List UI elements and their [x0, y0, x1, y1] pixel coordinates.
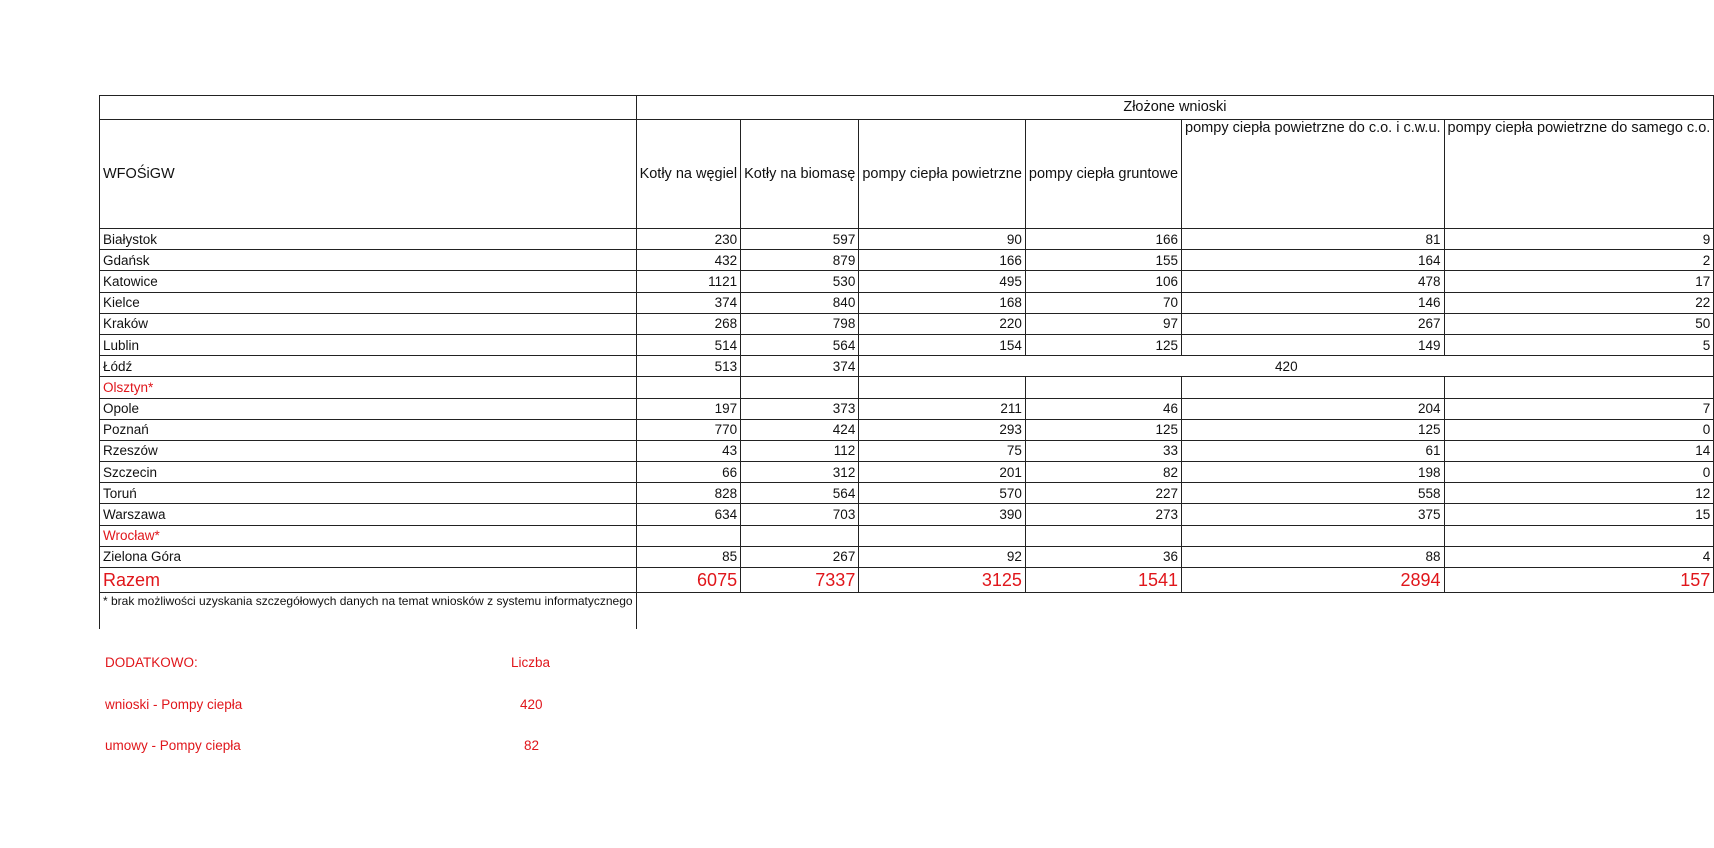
cell: 7 — [1444, 398, 1714, 419]
cell: 66 — [636, 462, 741, 483]
cell: 166 — [859, 250, 1026, 271]
cell: 125 — [1182, 419, 1445, 440]
empty-cell — [1182, 525, 1445, 546]
table-row — [100, 483, 1714, 504]
cell: 770 — [636, 419, 741, 440]
cell: 230 — [636, 229, 741, 250]
table-row — [100, 292, 1714, 313]
empty-cell — [1444, 525, 1714, 546]
cell: 530 — [741, 271, 859, 292]
extra-item-value: 82 — [524, 738, 540, 753]
row-name: Szczecin — [100, 462, 637, 483]
cell: 879 — [741, 250, 859, 271]
row-name: Poznań — [100, 419, 637, 440]
table-row — [100, 334, 1714, 355]
extra-item-value: 420 — [520, 697, 543, 712]
cell: 97 — [1025, 313, 1181, 334]
cell: 36 — [1025, 546, 1181, 567]
cell: 1121 — [636, 271, 741, 292]
cell: 390 — [859, 504, 1026, 525]
cell: 197 — [636, 398, 741, 419]
cell: 558 — [1182, 483, 1445, 504]
cell: 312 — [741, 462, 859, 483]
empty-cell — [1025, 377, 1181, 398]
cell: 268 — [636, 313, 741, 334]
cell: 798 — [741, 313, 859, 334]
total-cell: 2894 — [1182, 568, 1445, 593]
cell: 564 — [741, 483, 859, 504]
empty-cell — [859, 525, 1026, 546]
row-name: Białystok — [100, 229, 637, 250]
cell: 50 — [1444, 313, 1714, 334]
footnote-row — [100, 593, 1714, 629]
cell: 211 — [859, 398, 1026, 419]
cell: 88 — [1182, 546, 1445, 567]
empty-cell — [859, 377, 1026, 398]
cell: 70 — [1025, 292, 1181, 313]
cell: 267 — [741, 546, 859, 567]
cell: 840 — [741, 292, 859, 313]
row-name: Kraków — [100, 313, 637, 334]
total-label: Razem — [100, 568, 637, 593]
total-row — [100, 568, 1714, 593]
row-name: Warszawa — [100, 504, 637, 525]
cell: 33 — [1025, 440, 1181, 461]
table-row — [100, 419, 1714, 440]
empty-cell — [636, 377, 741, 398]
cell: 597 — [741, 229, 859, 250]
table-row — [100, 398, 1714, 419]
cell: 85 — [636, 546, 741, 567]
cell: 164 — [1182, 250, 1445, 271]
cell: 227 — [1025, 483, 1181, 504]
cell: 2 — [1444, 250, 1714, 271]
total-cell: 6075 — [636, 568, 741, 593]
table-row — [100, 504, 1714, 525]
footnote-spacer — [636, 593, 1714, 629]
cell: 15 — [1444, 504, 1714, 525]
row-name: Lublin — [100, 334, 637, 355]
cell: 166 — [1025, 229, 1181, 250]
cell: 495 — [859, 271, 1026, 292]
cell: 155 — [1025, 250, 1181, 271]
cell: 273 — [1025, 504, 1181, 525]
cell: 374 — [636, 292, 741, 313]
cell: 220 — [859, 313, 1026, 334]
cell: 154 — [859, 334, 1026, 355]
extra-item-label: umowy - Pompy ciepła — [105, 738, 241, 753]
table-row — [100, 440, 1714, 461]
table-row — [100, 462, 1714, 483]
table-row — [100, 546, 1714, 567]
cell: 17 — [1444, 271, 1714, 292]
cell: 204 — [1182, 398, 1445, 419]
cell: 513 — [636, 356, 741, 377]
cell: 703 — [741, 504, 859, 525]
group-title: Złożone wnioski — [636, 96, 1714, 120]
table-row — [100, 271, 1714, 292]
cell: 125 — [1025, 334, 1181, 355]
cell: 0 — [1444, 462, 1714, 483]
cell: 478 — [1182, 271, 1445, 292]
row-name: Kielce — [100, 292, 637, 313]
group-header-row — [100, 96, 1714, 120]
cell: 112 — [741, 440, 859, 461]
total-cell: 7337 — [741, 568, 859, 593]
cell: 373 — [741, 398, 859, 419]
cell: 22 — [1444, 292, 1714, 313]
cell: 374 — [741, 356, 859, 377]
cell: 125 — [1025, 419, 1181, 440]
cell: 4 — [1444, 546, 1714, 567]
extra-heading: DODATKOWO: — [105, 655, 198, 670]
cell: 570 — [859, 483, 1026, 504]
count-header: Liczba — [511, 655, 551, 670]
cell: 106 — [1025, 271, 1181, 292]
column-header: pompy ciepła powietrzne do c.o. i c.w.u. — [1182, 120, 1445, 229]
cell: 168 — [859, 292, 1026, 313]
cell: 432 — [636, 250, 741, 271]
footnote: * brak możliwości uzyskania szczegółowych danych na temat wniosków z systemu informatycznego — [100, 593, 637, 629]
cell: 82 — [1025, 462, 1181, 483]
merged-cell: 420 — [859, 356, 1714, 377]
cell: 5 — [1444, 334, 1714, 355]
empty-cell — [1444, 377, 1714, 398]
row-name: Opole — [100, 398, 637, 419]
row-name-highlighted: Olsztyn* — [100, 377, 637, 398]
extra-item-label: wnioski - Pompy ciepła — [105, 697, 243, 712]
cell: 424 — [741, 419, 859, 440]
column-header: pompy ciepła powietrzne — [859, 120, 1026, 229]
column-header: Kotły na biomasę — [741, 120, 859, 229]
cell: 198 — [1182, 462, 1445, 483]
column-header: Kotły na węgiel — [636, 120, 741, 229]
cell: 828 — [636, 483, 741, 504]
cell: 564 — [741, 334, 859, 355]
table-row — [100, 229, 1714, 250]
row-name: Rzeszów — [100, 440, 637, 461]
empty-cell — [741, 525, 859, 546]
cell: 201 — [859, 462, 1026, 483]
column-header-row — [100, 120, 1714, 229]
cell: 146 — [1182, 292, 1445, 313]
table-row — [100, 250, 1714, 271]
cell: 14 — [1444, 440, 1714, 461]
row-name-highlighted: Wrocław* — [100, 525, 637, 546]
cell: 46 — [1025, 398, 1181, 419]
empty-corner-cell — [100, 96, 637, 120]
table-row — [100, 525, 1714, 546]
cell: 293 — [859, 419, 1026, 440]
column-header: pompy ciepła gruntowe — [1025, 120, 1181, 229]
row-name: Łódź — [100, 356, 637, 377]
cell: 634 — [636, 504, 741, 525]
cell: 12 — [1444, 483, 1714, 504]
cell: 149 — [1182, 334, 1445, 355]
cell: 61 — [1182, 440, 1445, 461]
cell: 43 — [636, 440, 741, 461]
empty-cell — [741, 377, 859, 398]
total-cell: 1541 — [1025, 568, 1181, 593]
table-row — [100, 313, 1714, 334]
row-name: Katowice — [100, 271, 637, 292]
table-row — [100, 377, 1714, 398]
first-column-header: WFOŚiGW — [100, 120, 637, 229]
total-cell: 3125 — [859, 568, 1026, 593]
total-cell: 157 — [1444, 568, 1714, 593]
cell: 375 — [1182, 504, 1445, 525]
cell: 267 — [1182, 313, 1445, 334]
cell: 514 — [636, 334, 741, 355]
column-header: pompy ciepła powietrzne do samego c.o. — [1444, 120, 1714, 229]
cell: 81 — [1182, 229, 1445, 250]
row-name: Toruń — [100, 483, 637, 504]
cell: 9 — [1444, 229, 1714, 250]
row-name: Gdańsk — [100, 250, 637, 271]
cell: 92 — [859, 546, 1026, 567]
applications-table — [99, 95, 1714, 629]
empty-cell — [1025, 525, 1181, 546]
cell: 0 — [1444, 419, 1714, 440]
table-row — [100, 356, 1714, 377]
cell: 75 — [859, 440, 1026, 461]
empty-cell — [636, 525, 741, 546]
row-name: Zielona Góra — [100, 546, 637, 567]
empty-cell — [1182, 377, 1445, 398]
cell: 90 — [859, 229, 1026, 250]
